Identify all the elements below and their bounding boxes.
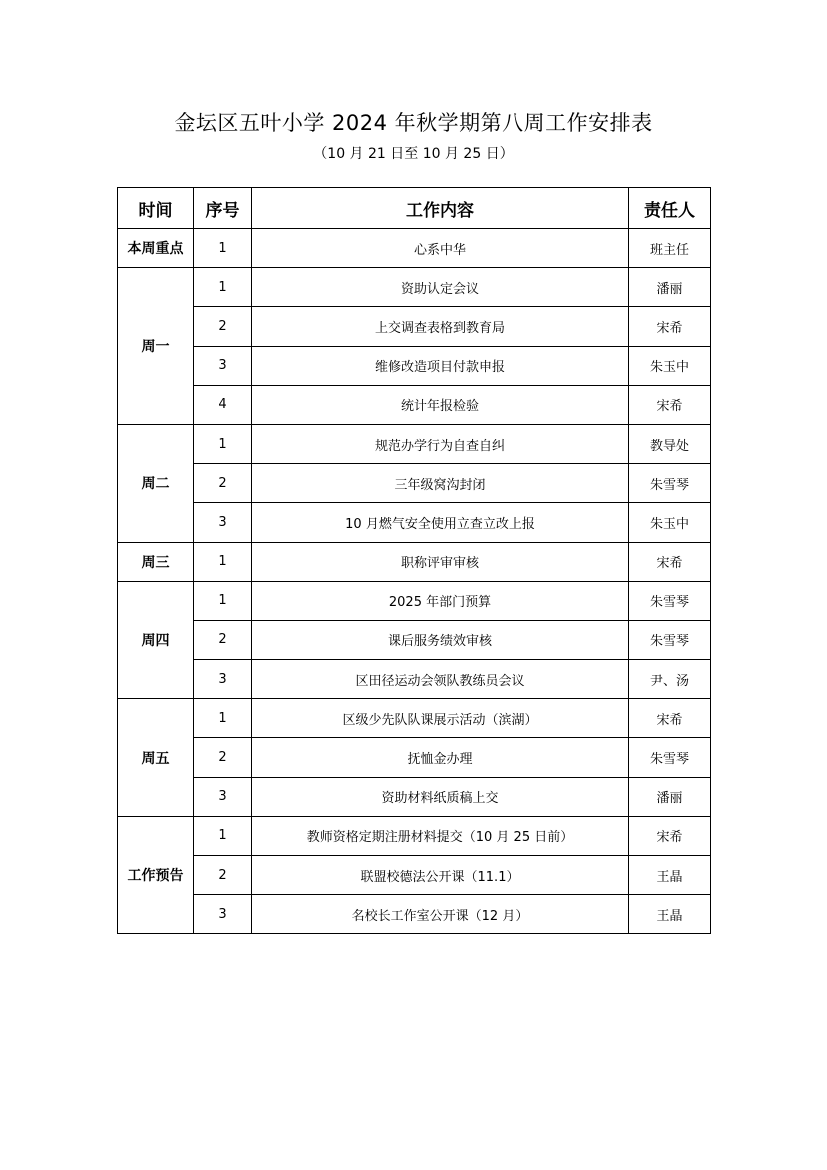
table-row [118, 229, 711, 268]
work-content-cell: 2025 年部门预算 [252, 581, 629, 620]
work-content-cell: 资助材料纸质稿上交 [252, 777, 629, 816]
owner-cell: 朱雪琴 [629, 464, 711, 503]
seq-cell: 3 [194, 777, 252, 816]
work-content-cell: 教师资格定期注册材料提交（10 月 25 日前） [252, 816, 629, 855]
owner-cell: 朱雪琴 [629, 620, 711, 659]
seq-cell: 4 [194, 385, 252, 424]
seq-cell: 1 [194, 699, 252, 738]
owner-cell: 宋希 [629, 385, 711, 424]
seq-cell: 1 [194, 816, 252, 855]
work-content-cell: 资助认定会议 [252, 268, 629, 307]
work-content-cell: 上交调查表格到教育局 [252, 307, 629, 346]
document-title: 金坛区五叶小学 2024 年秋学期第八周工作安排表 [174, 111, 653, 135]
table-row [118, 620, 711, 659]
header-time: 时间 [118, 188, 194, 229]
work-content-cell: 统计年报检验 [252, 385, 629, 424]
table-row [118, 816, 711, 855]
header-seq: 序号 [194, 188, 252, 229]
owner-cell: 朱玉中 [629, 503, 711, 542]
work-content-cell: 抚恤金办理 [252, 738, 629, 777]
work-content-cell: 区级少先队队课展示活动（滨湖） [252, 699, 629, 738]
work-content-cell: 维修改造项目付款申报 [252, 346, 629, 385]
table-row [118, 581, 711, 620]
document-date-range: （10 月 21 日至 10 月 25 日） [313, 146, 514, 162]
work-schedule-table [117, 187, 711, 934]
day-cell: 周一 [118, 268, 194, 425]
owner-cell: 宋希 [629, 307, 711, 346]
day-cell: 周二 [118, 424, 194, 542]
owner-cell: 朱玉中 [629, 346, 711, 385]
work-content-cell: 名校长工作室公开课（12 月） [252, 895, 629, 934]
table-row [118, 660, 711, 699]
owner-cell: 朱雪琴 [629, 581, 711, 620]
owner-cell: 宋希 [629, 699, 711, 738]
table-row [118, 424, 711, 463]
table-row [118, 777, 711, 816]
table-row [118, 699, 711, 738]
owner-cell: 王晶 [629, 856, 711, 895]
seq-cell: 3 [194, 346, 252, 385]
seq-cell: 1 [194, 268, 252, 307]
work-content-cell: 规范办学行为自查自纠 [252, 424, 629, 463]
seq-cell: 1 [194, 229, 252, 268]
owner-cell: 王晶 [629, 895, 711, 934]
seq-cell: 3 [194, 660, 252, 699]
seq-cell: 3 [194, 503, 252, 542]
table-row [118, 856, 711, 895]
header-owner: 责任人 [629, 188, 711, 229]
table-row [118, 385, 711, 424]
day-cell: 周五 [118, 699, 194, 817]
owner-cell: 班主任 [629, 229, 711, 268]
work-content-cell: 课后服务绩效审核 [252, 620, 629, 659]
owner-cell: 宋希 [629, 816, 711, 855]
work-content-cell: 心系中华 [252, 229, 629, 268]
seq-cell: 2 [194, 620, 252, 659]
day-cell: 工作预告 [118, 816, 194, 934]
table-header-row [118, 188, 711, 229]
seq-cell: 1 [194, 581, 252, 620]
owner-cell: 宋希 [629, 542, 711, 581]
seq-cell: 2 [194, 738, 252, 777]
seq-cell: 1 [194, 542, 252, 581]
seq-cell: 2 [194, 856, 252, 895]
table-row [118, 542, 711, 581]
owner-cell: 潘丽 [629, 268, 711, 307]
table-body [118, 229, 711, 934]
work-content-cell: 职称评审审核 [252, 542, 629, 581]
day-cell: 周三 [118, 542, 194, 581]
table-row [118, 503, 711, 542]
work-content-cell: 三年级窝沟封闭 [252, 464, 629, 503]
table-row [118, 464, 711, 503]
owner-cell: 尹、汤 [629, 660, 711, 699]
work-content-cell: 区田径运动会领队教练员会议 [252, 660, 629, 699]
seq-cell: 1 [194, 424, 252, 463]
table-row [118, 268, 711, 307]
table-row [118, 307, 711, 346]
day-cell: 周四 [118, 581, 194, 699]
owner-cell: 潘丽 [629, 777, 711, 816]
seq-cell: 3 [194, 895, 252, 934]
table-row [118, 738, 711, 777]
table-row [118, 346, 711, 385]
work-content-cell: 10 月燃气安全使用立查立改上报 [252, 503, 629, 542]
seq-cell: 2 [194, 307, 252, 346]
owner-cell: 教导处 [629, 424, 711, 463]
header-content: 工作内容 [252, 188, 629, 229]
seq-cell: 2 [194, 464, 252, 503]
table-row [118, 895, 711, 934]
day-cell: 本周重点 [118, 229, 194, 268]
owner-cell: 朱雪琴 [629, 738, 711, 777]
work-content-cell: 联盟校德法公开课（11.1） [252, 856, 629, 895]
